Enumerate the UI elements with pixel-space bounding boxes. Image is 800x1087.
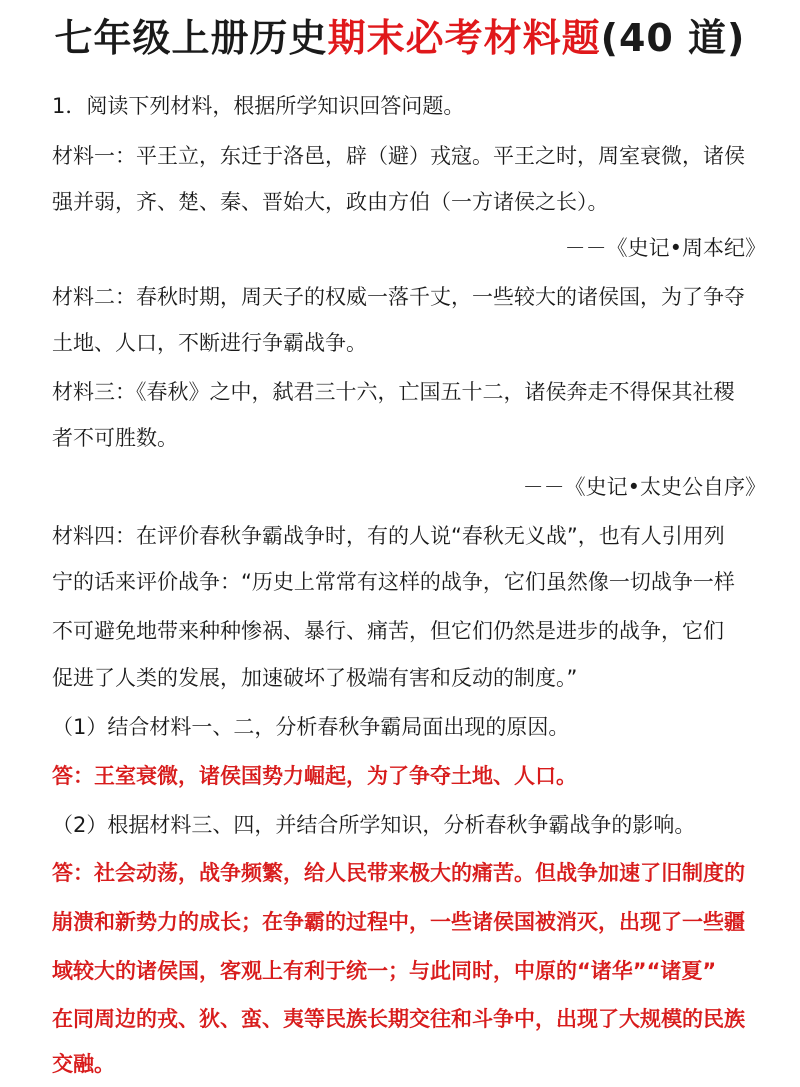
material-4-line-2: 宁的话来评价战争：“历史上常常有这样的战争，它们虽然像一切战争一样 (52, 570, 735, 594)
answer-2-line-4: 在同周边的戎、狄、蛮、夷等民族长期交往和斗争中，出现了大规模的民族 (52, 1007, 745, 1031)
material-2-line-1: 材料二：春秋时期，周天子的权威一落千丈，一些较大的诸侯国，为了争夺 (52, 285, 745, 309)
material-3-source: －－《史记•太史公自序》 (522, 475, 766, 499)
question-intro: 1．阅读下列材料，根据所学知识回答问题。 (52, 94, 465, 118)
answer-2-line-2: 崩溃和新势力的成长；在争霸的过程中，一些诸侯国被消灭，出现了一些疆 (52, 910, 745, 934)
answer-2-line-5: 交融。 (52, 1052, 115, 1076)
answer-2-line-1: 答：社会动荡，战争频繁，给人民带来极大的痛苦。但战争加速了旧制度的 (52, 861, 745, 885)
sub-question-2: （2）根据材料三、四，并结合所学知识，分析春秋争霸战争的影响。 (52, 813, 696, 837)
sub-question-1: （1）结合材料一、二，分析春秋争霸局面出现的原因。 (52, 715, 570, 739)
material-3-line-1: 材料三：《春秋》之中，弑君三十六，亡国五十二，诸侯奔走不得保其社稷 (52, 380, 735, 404)
title-black-part: 七年级上册历史 (54, 16, 328, 60)
material-2-line-2: 土地、人口，不断进行争霸战争。 (52, 331, 367, 355)
material-1-line-1: 材料一：平王立，东迁于洛邑，辟（避）戎寇。平王之时，周室衰微，诸侯 (52, 144, 745, 168)
material-4-line-1: 材料四：在评价春秋争霸战争时，有的人说“春秋无义战”，也有人引用列 (52, 524, 725, 548)
material-3-line-2: 者不可胜数。 (52, 426, 178, 450)
page-title (0, 14, 800, 62)
material-4-line-3: 不可避免地带来种种惨祸、暴行、痛苦，但它们仍然是进步的战争，它们 (52, 619, 724, 643)
title-count: (40 道) (600, 16, 746, 60)
material-4-line-4: 促进了人类的发展，加速破坏了极端有害和反动的制度。” (52, 666, 578, 690)
answer-1: 答：王室衰微，诸侯国势力崛起，为了争夺土地、人口。 (52, 764, 577, 788)
material-1-source: －－《史记•周本纪》 (564, 236, 766, 260)
title-red-part: 期末必考材料题 (327, 16, 601, 60)
answer-2-line-3: 域较大的诸侯国，客观上有利于统一；与此同时，中原的“诸华”“诸夏” (52, 959, 717, 983)
material-1-line-2: 强并弱，齐、楚、秦、晋始大，政由方伯（一方诸侯之长）。 (52, 190, 609, 214)
